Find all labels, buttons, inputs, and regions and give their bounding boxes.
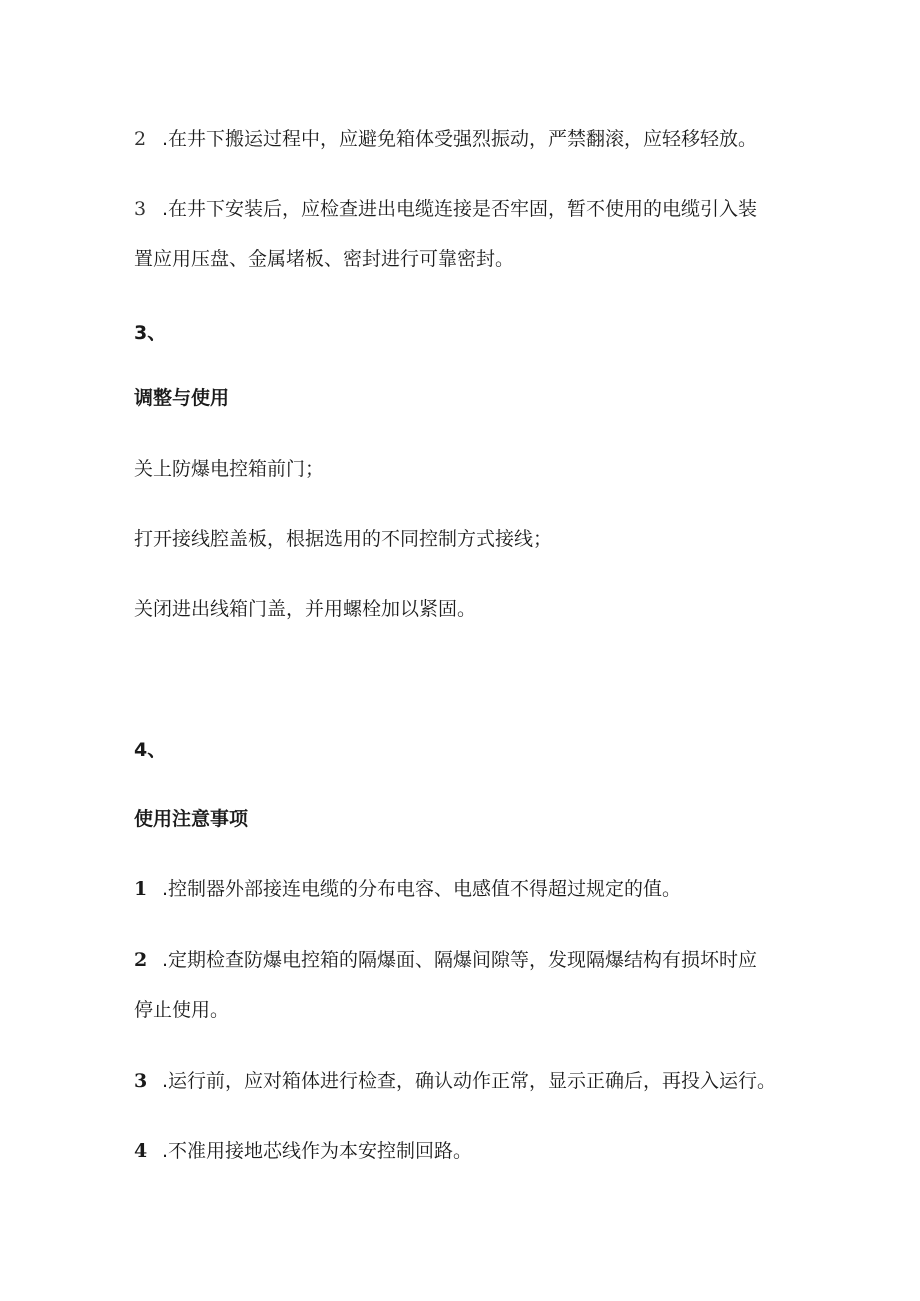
item-number: 4 xyxy=(134,1140,148,1162)
step-item: 打开接线腔盖板，根据选用的不同控制方式接线； xyxy=(134,528,553,550)
item-text: .不准用接地芯线作为本安控制回路。 xyxy=(162,1140,473,1162)
install-item-3 xyxy=(134,196,757,222)
item-number: 3 xyxy=(134,198,147,220)
item-text: .运行前，应对箱体进行检查，确认动作正常，显示正确后，再投入运行。 xyxy=(162,1070,777,1092)
item-number: 2 xyxy=(134,949,148,971)
item-text: 置应用压盘、金属堵板、密封进行可靠密封。 xyxy=(134,248,515,270)
notice-item-4 xyxy=(134,1138,472,1164)
section-4-title: 使用注意事项 xyxy=(134,808,249,830)
item-text: .在井下安装后，应检查进出电缆连接是否牢固，暂不使用的电缆引入装 xyxy=(162,198,758,220)
item-text: 停止使用。 xyxy=(134,999,230,1021)
section-4-number: 4、 xyxy=(134,739,167,761)
notice-item-1 xyxy=(134,876,681,902)
step-item: 关闭进出线箱门盖，并用螺栓加以紧固。 xyxy=(134,598,477,620)
item-number: 2 xyxy=(134,128,147,150)
notice-item-2-continued xyxy=(134,997,229,1023)
notice-item-2 xyxy=(134,947,757,973)
section-3-title: 调整与使用 xyxy=(134,387,230,409)
item-number: 3 xyxy=(134,1070,148,1092)
notice-item-3 xyxy=(134,1068,776,1094)
item-number: 1 xyxy=(134,878,148,900)
install-item-3-continued xyxy=(134,246,514,272)
section-3-number: 3、 xyxy=(134,322,167,344)
item-text: .控制器外部接连电缆的分布电容、电感值不得超过规定的值。 xyxy=(162,878,682,900)
install-item-2 xyxy=(134,126,757,152)
item-text: .定期检查防爆电控箱的隔爆面、隔爆间隙等，发现隔爆结构有损坏时应 xyxy=(162,949,758,971)
step-item: 关上防爆电控箱前门； xyxy=(134,458,325,480)
item-text: .在井下搬运过程中，应避免箱体受强烈振动，严禁翻滚，应轻移轻放。 xyxy=(162,128,758,150)
